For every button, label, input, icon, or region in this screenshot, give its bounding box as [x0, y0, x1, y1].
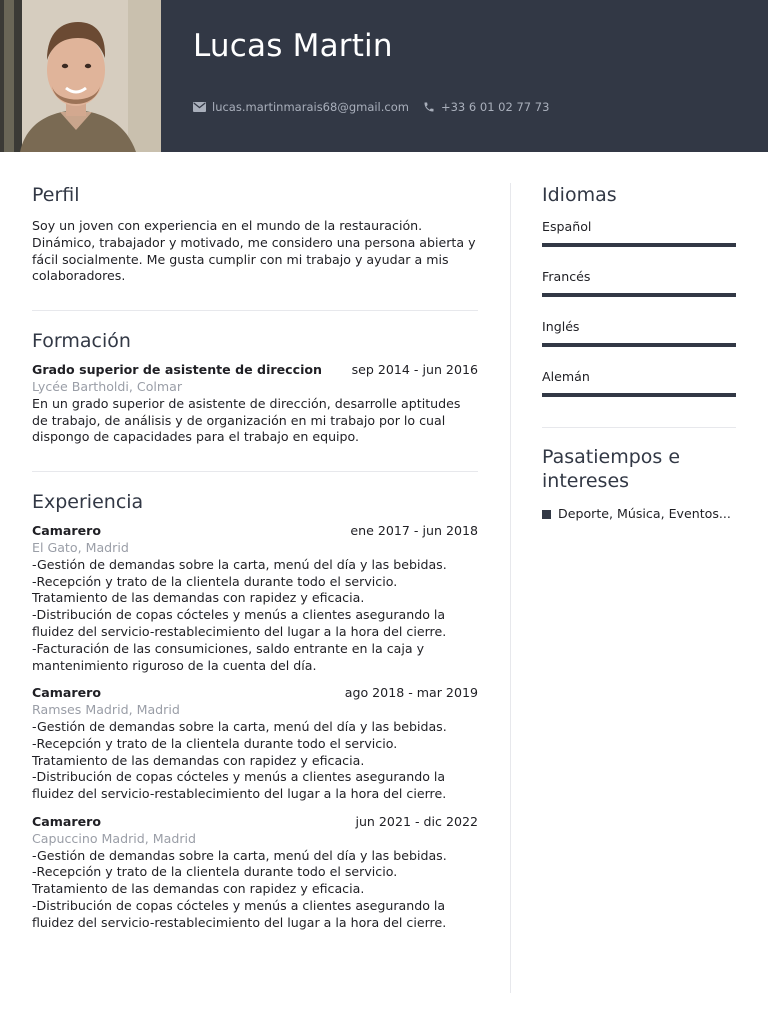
job-line: -Gestión de demandas sobre la carta, menú del día y las bebidas. [32, 556, 447, 572]
language-level-bar [542, 293, 736, 297]
hobbies-title: Pasatiempos e intereses [542, 446, 681, 492]
phone-contact[interactable] [423, 100, 549, 114]
company-name: Ramses Madrid, Madrid [32, 702, 180, 718]
education-dates: sep 2014 - jun 2016 [351, 362, 478, 378]
job-line: Tratamiento de las demandas con rapidez y eficacia. [32, 752, 365, 768]
language-level-bar [542, 393, 736, 397]
job-role: Camarero [32, 685, 101, 701]
language-item [542, 369, 736, 397]
language-item [542, 319, 736, 347]
education-title: Formación [32, 330, 131, 353]
experience-section [32, 489, 478, 931]
square-bullet-icon [542, 510, 551, 519]
language-name: Alemán [542, 369, 590, 384]
job-line: -Distribución de copas cócteles y menús a clientes asegurando la fluidez del servicio-restablecimiento del lugar a la hora del cierre. [32, 607, 447, 639]
side-column [542, 182, 736, 522]
experience-item [32, 685, 478, 803]
section-divider [32, 310, 478, 311]
email-text: lucas.martinmarais68@gmail.com [212, 100, 409, 114]
job-line: -Recepción y trato de la clientela durante todo el servicio. [32, 735, 398, 751]
education-description: En un grado superior de asistente de dirección, desarrolle aptitudes de trabajo, de análisis y de organización en mi trabajo por lo cual dispongo de capacidades para el trabajo en equipo. [32, 395, 461, 445]
experience-header [32, 523, 478, 540]
language-name: Español [542, 219, 592, 234]
language-level-fill [542, 243, 736, 247]
profile-text: Soy un joven con experiencia en el mundo de la restauración. Dinámico, trabajador y motivado, me considero una persona abierta y fácil socialmente. Me gusta cumplir con mi trabajo y ayudar a mis colaboradores. [32, 218, 476, 284]
job-line: -Facturación de las consumiciones, saldo entrante en la caja y mantenimiento riguroso de la cuenta del día. [32, 640, 425, 673]
profile-section [32, 182, 478, 285]
section-divider [32, 471, 478, 472]
job-role: Camarero [32, 523, 101, 539]
languages-section [542, 182, 736, 397]
job-line: -Distribución de copas cócteles y menús a clientes asegurando la fluidez del servicio-restablecimiento del lugar a la hora del cierre. [32, 769, 447, 802]
education-item [32, 362, 478, 446]
language-level-fill [542, 343, 736, 347]
job-line: -Recepción y trato de la clientela durante todo el servicio. [32, 573, 398, 589]
education-section [32, 328, 478, 446]
experience-item [32, 523, 478, 674]
language-name: Francés [542, 269, 591, 284]
job-line: -Distribución de copas cócteles y menús a clientes asegurando la fluidez del servicio-restablecimiento del lugar a la hora del cierre. [32, 897, 447, 930]
language-level-bar [542, 343, 736, 347]
header [0, 0, 768, 152]
language-name: Inglés [542, 319, 580, 334]
job-dates: ago 2018 - mar 2019 [344, 685, 478, 701]
job-role: Camarero [32, 813, 101, 829]
experience-title: Experiencia [32, 491, 144, 514]
company-name: El Gato, Madrid [32, 539, 129, 555]
candidate-name: Lucas Martin [193, 28, 393, 64]
column-divider [510, 183, 511, 993]
language-level-fill [542, 293, 736, 297]
portrait-image [0, 0, 161, 152]
phone-text: +33 6 01 02 77 73 [440, 100, 550, 114]
language-item [542, 269, 736, 297]
envelope-icon [193, 102, 206, 112]
job-line: -Recepción y trato de la clientela durante todo el servicio. [32, 864, 398, 880]
section-divider [542, 427, 736, 428]
school-name: Lycée Bartholdi, Colmar [32, 378, 183, 394]
language-level-fill [542, 393, 736, 397]
job-line: -Gestión de demandas sobre la carta, menú del día y las bebidas. [32, 847, 447, 863]
main-column [32, 182, 478, 932]
hobby-text: Deporte, Música, Eventos... [558, 506, 731, 521]
hobby-item [542, 506, 736, 522]
language-level-bar [542, 243, 736, 247]
hobbies-section [542, 445, 736, 522]
experience-header [32, 814, 478, 831]
profile-photo [0, 0, 161, 152]
job-line: Tratamiento de las demandas con rapidez y eficacia. [32, 881, 365, 897]
company-name: Capuccino Madrid, Madrid [32, 830, 197, 846]
education-header [32, 362, 478, 379]
job-dates: jun 2021 - dic 2022 [355, 813, 478, 829]
experience-header [32, 685, 478, 702]
job-dates: ene 2017 - jun 2018 [350, 523, 478, 539]
contact-info [193, 98, 563, 116]
language-item [542, 219, 736, 247]
degree-title: Grado superior de asistente de direccion [32, 362, 323, 378]
profile-title: Perfil [32, 184, 80, 206]
job-line: Tratamiento de las demandas con rapidez y eficacia. [32, 590, 365, 606]
languages-title: Idiomas [542, 184, 617, 206]
email-contact[interactable] [193, 100, 409, 114]
phone-icon [423, 101, 435, 113]
experience-item [32, 814, 478, 932]
job-line: -Gestión de demandas sobre la carta, menú del día y las bebidas. [32, 718, 447, 734]
